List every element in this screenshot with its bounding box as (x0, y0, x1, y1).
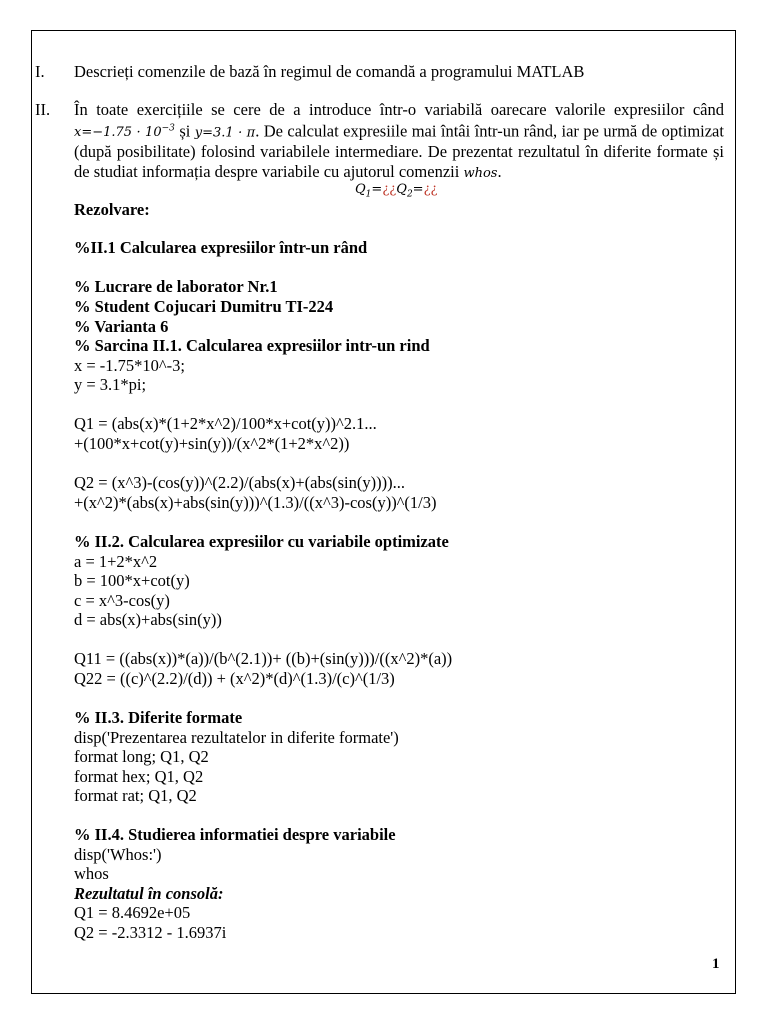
section-ii-text-2: . De calculat expresiile mai întâi într-un rând, iar pe urmă de optimizat (după posibilitate) folosind variabilele intermediare. De prezentat rezultatul în diferite formate și de studiat informația despre variabile cu ajutorul comenzii (74, 120, 724, 181)
code-y: y = 3.1*pi; (74, 375, 147, 394)
period: . (497, 161, 502, 181)
code-disp-formats: disp('Prezentarea rezultatelor in diferite formate') (74, 728, 399, 747)
page-number: 1 (712, 956, 720, 972)
comment-sarcina: % Sarcina II.1. Calcularea expresiilor intr-un rind (74, 336, 430, 355)
heading-ii-4: % II.4. Studierea informatiei despre variabile (74, 825, 396, 844)
section-ii-number: II. (35, 100, 51, 119)
code-format-long: format long; Q1, Q2 (74, 747, 209, 766)
heading-ii-3: % II.3. Diferite formate (74, 708, 243, 727)
code-x: x = -1.75*10^-3; (74, 356, 185, 375)
formula-q: $Q_1=¿¿Q_2=¿¿$ (355, 182, 438, 200)
code-q11: Q11 = ((abs(x))*(a))/(b^(2.1))+ ((b)+(sin(y)))/((x^2)*(a)) (74, 649, 453, 668)
rezolvare-heading: Rezolvare: (74, 200, 150, 219)
section-i-number: I. (35, 62, 45, 81)
code-disp-whos: disp('Whos:') (74, 845, 162, 864)
y-expression: y=3.1 · π (194, 124, 256, 140)
code-q1-line1: Q1 = (abs(x)*(1+2*x^2)/100*x+cot(y))^2.1... (74, 414, 377, 433)
code-format-rat: format rat; Q1, Q2 (74, 786, 197, 805)
code-a: a = 1+2*x^2 (74, 552, 158, 571)
code-q2-line1: Q2 = (x^3)-(cos(y))^(2.2)/(abs(x)+(abs(sin(y))))... (74, 473, 405, 492)
code-d: d = abs(x)+abs(sin(y)) (74, 610, 222, 629)
code-whos: whos (74, 864, 109, 883)
heading-ii-1: %II.1 Calcularea expresiilor într-un rând (74, 238, 368, 257)
section-ii-paragraph (74, 100, 724, 183)
comment-varianta: % Varianta 6 (74, 317, 169, 336)
code-c: c = x^3-cos(y) (74, 591, 170, 610)
and-text: și (174, 120, 195, 140)
x-expression: $x=-1.75 \cdot 10^{-3}$ (74, 123, 175, 140)
code-q22: Q22 = ((c)^(2.2)/(d)) + (x^2)*(d)^(1.3)/(c)^(1/3) (74, 669, 395, 688)
heading-ii-2: % II.2. Calcularea expresiilor cu variabile optimizate (74, 532, 449, 551)
result-heading: Rezultatul în consolă: (74, 884, 224, 903)
code-q2-line2: +(x^2)*(abs(x)+abs(sin(y)))^(1.3)/((x^3)-cos(y))^(1/3) (74, 493, 437, 512)
result-q1: Q1 = 8.4692e+05 (74, 903, 191, 922)
code-format-hex: format hex; Q1, Q2 (74, 767, 204, 786)
comment-lab: % Lucrare de laborator Nr.1 (74, 277, 278, 296)
section-ii-text-1: În toate exercițiile se cere de a introduce într-o variabilă oarecare valorile expresiilor când (74, 100, 724, 119)
code-b: b = 100*x+cot(y) (74, 571, 190, 590)
comment-student: % Student Cojucari Dumitru TI-224 (74, 297, 334, 316)
result-q2: Q2 = -2.3312 - 1.6937i (74, 923, 227, 942)
code-q1-line2: +(100*x+cot(y)+sin(y))/(x^2*(1+2*x^2)) (74, 434, 350, 453)
whos-command: whos (463, 165, 498, 181)
section-i-text: Descrieți comenzile de bază în regimul de comandă a programului MATLAB (74, 62, 585, 81)
